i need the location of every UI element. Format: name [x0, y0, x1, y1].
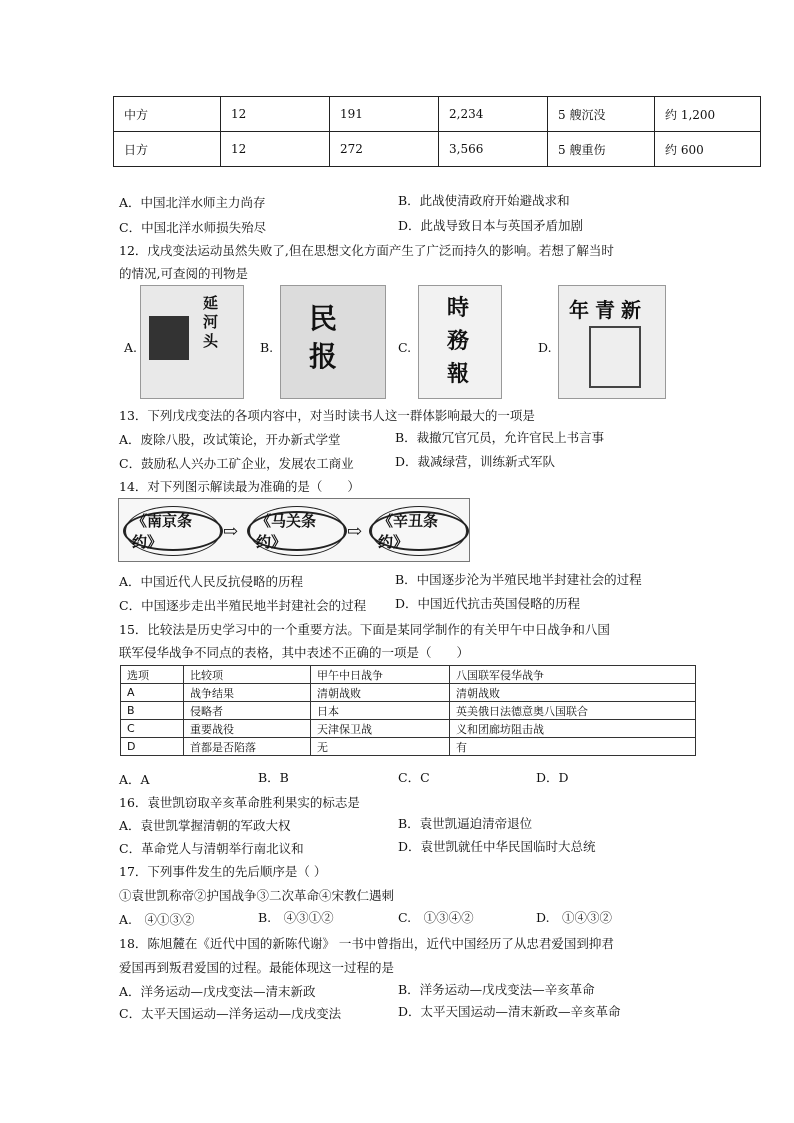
table-cell: 中方 — [114, 97, 221, 132]
q17-events: ①袁世凯称帝②护国战争③二次革命④宋教仁遇刺 — [119, 888, 395, 903]
table-cell: 2,234 — [439, 97, 548, 132]
table-cell: 272 — [330, 132, 439, 167]
q11-option-d: D．此战导致日本与英国矛盾加剧 — [398, 218, 584, 233]
q16-stem: 16．袁世凯窃取辛亥革命胜利果实的标志是 — [119, 795, 360, 810]
table-cell: 约 600 — [655, 132, 761, 167]
table-cell: B — [121, 702, 184, 720]
q12-label-a: A. — [124, 340, 138, 355]
table-cell: 无 — [311, 738, 450, 756]
q15-option-a: A．A — [119, 772, 150, 787]
table-cell: 天津保卫战 — [311, 720, 450, 738]
treaty-oval — [247, 511, 347, 551]
table-row — [121, 702, 696, 720]
table-cell: 约 1,200 — [655, 97, 761, 132]
q14-option-a: A．中国近代人民反抗侵略的历程 — [119, 574, 304, 589]
table-row — [121, 684, 696, 702]
magazine-cover-image-a — [140, 285, 244, 399]
table-cell: A — [121, 684, 184, 702]
cover-frame — [589, 326, 641, 388]
q16-option-d: D．袁世凯就任中华民国临时大总统 — [398, 839, 596, 854]
q13-option-b: B．裁撤冗官冗员，允许官民上书言事 — [395, 430, 605, 445]
table-cell: 日本 — [311, 702, 450, 720]
battle-stats-table — [113, 96, 761, 167]
q17-option-c: C. ①③④② — [398, 910, 474, 925]
table-cell: 战争结果 — [184, 684, 311, 702]
q17-option-a: A. ④①③② — [119, 912, 195, 927]
q15-stem-line1: 15．比较法是历史学习中的一个重要方法。下面是某同学制作的有关甲午中日战争和八国 — [119, 622, 610, 637]
table-cell: 3,566 — [439, 132, 548, 167]
table-row — [121, 720, 696, 738]
q17-stem: 17．下列事件发生的先后顺序是（ ） — [119, 864, 327, 879]
q18-stem-line1: 18．陈旭麓在《近代中国的新陈代谢》 一书中曾指出，近代中国经历了从忠君爱国到抑君 — [119, 936, 614, 951]
table-row — [121, 738, 696, 756]
arrow-right-icon: ⇨ — [223, 521, 239, 542]
table-row — [114, 97, 761, 132]
cover-title: 時務報 — [447, 295, 470, 387]
table-cell: 英美俄日法德意奥八国联合 — [450, 702, 696, 720]
table-cell: 侵略者 — [184, 702, 311, 720]
q13-option-c: C．鼓励私人兴办工矿企业，发展农工商业 — [119, 456, 354, 471]
q14-stem: 14．对下列图示解读最为准确的是（ ） — [119, 479, 360, 494]
q12-label-d: D. — [538, 340, 552, 355]
q12-label-c: C. — [398, 340, 412, 355]
treaty-label: 《马关条约》 — [249, 506, 345, 556]
q14-option-d: D．中国近代抗击英国侵略的历程 — [395, 596, 581, 611]
magazine-cover-image-c — [418, 285, 502, 399]
treaty-label: 《南京条约》 — [125, 506, 221, 556]
q15-stem-line2: 联军侵华战争不同点的表格，其中表述不正确的一项是（ ） — [119, 645, 470, 660]
treaty-oval — [123, 511, 223, 551]
comparison-table — [120, 665, 696, 756]
magazine-cover-image-b — [280, 285, 386, 399]
table-cell: 5 艘沉没 — [548, 97, 655, 132]
table-header-cell: 选项 — [121, 666, 184, 684]
table-cell: 日方 — [114, 132, 221, 167]
cover-title: 延河头 — [203, 294, 219, 350]
q12-stem-line1: 12．戊戌变法运动虽然失败了,但在思想文化方面产生了广泛而持久的影响。若想了解当时 — [119, 243, 614, 258]
q15-option-c: C．C — [398, 770, 430, 785]
table-header-cell: 甲午中日战争 — [311, 666, 450, 684]
q13-option-d: D．裁减绿营，训练新式军队 — [395, 454, 556, 469]
table-cell: 5 艘重伤 — [548, 132, 655, 167]
q11-option-b: B．此战使清政府开始避战求和 — [398, 193, 570, 208]
q12-stem-line2: 的情况,可查阅的刊物是 — [119, 266, 248, 281]
q14-option-b: B．中国逐步沦为半殖民地半封建社会的过程 — [395, 572, 642, 587]
cover-title: 民报 — [309, 302, 338, 373]
table-header-row — [121, 666, 696, 684]
q18-stem-line2: 爱国再到叛君爱国的过程。最能体现这一过程的是 — [119, 960, 395, 975]
table-cell: 义和团廊坊阻击战 — [450, 720, 696, 738]
treaty-sequence-diagram — [118, 498, 470, 562]
q17-option-b: B. ④③①② — [258, 910, 334, 925]
q18-option-d: D．太平天国运动—清末新政—辛亥革命 — [398, 1004, 621, 1019]
q15-option-b: B．B — [258, 770, 289, 785]
q13-stem: 13．下列戊戌变法的各项内容中，对当时读书人这一群体影响最大的一项是 — [119, 408, 535, 423]
arrow-right-icon: ⇨ — [347, 521, 363, 542]
table-cell: 12 — [221, 132, 330, 167]
cover-title: 年青新 — [569, 298, 647, 322]
table-cell: 清朝战败 — [311, 684, 450, 702]
table-cell: 首都是否陷落 — [184, 738, 311, 756]
q12-label-b: B. — [260, 340, 274, 355]
q16-option-a: A．袁世凯掌握清朝的军政大权 — [119, 818, 291, 833]
table-cell: D — [121, 738, 184, 756]
q13-option-a: A．废除八股，改试策论，开办新式学堂 — [119, 432, 341, 447]
q11-option-c: C．中国北洋水师损失殆尽 — [119, 220, 267, 235]
q17-option-d: D. ①④③② — [536, 910, 613, 925]
portrait-image — [149, 316, 189, 360]
magazine-cover-image-d — [558, 285, 666, 399]
table-row — [114, 132, 761, 167]
treaty-label: 《辛丑条约》 — [371, 506, 467, 556]
q16-option-c: C．革命党人与清朝举行南北议和 — [119, 841, 304, 856]
table-cell: C — [121, 720, 184, 738]
table-cell: 191 — [330, 97, 439, 132]
table-cell: 12 — [221, 97, 330, 132]
table-header-cell: 比较项 — [184, 666, 311, 684]
q16-option-b: B．袁世凯逼迫清帝退位 — [398, 816, 533, 831]
q14-option-c: C．中国逐步走出半殖民地半封建社会的过程 — [119, 598, 367, 613]
q15-option-d: D．D — [536, 770, 569, 785]
table-cell: 清朝战败 — [450, 684, 696, 702]
table-cell: 重要战役 — [184, 720, 311, 738]
q18-option-a: A．洋务运动—戊戌变法—清末新政 — [119, 984, 316, 999]
treaty-oval — [369, 511, 469, 551]
q11-option-a: A．中国北洋水师主力尚存 — [119, 195, 266, 210]
q18-option-b: B．洋务运动—戊戌变法—辛亥革命 — [398, 982, 595, 997]
q18-option-c: C．太平天国运动—洋务运动—戊戌变法 — [119, 1006, 342, 1021]
table-header-cell: 八国联军侵华战争 — [450, 666, 696, 684]
table-cell: 有 — [450, 738, 696, 756]
